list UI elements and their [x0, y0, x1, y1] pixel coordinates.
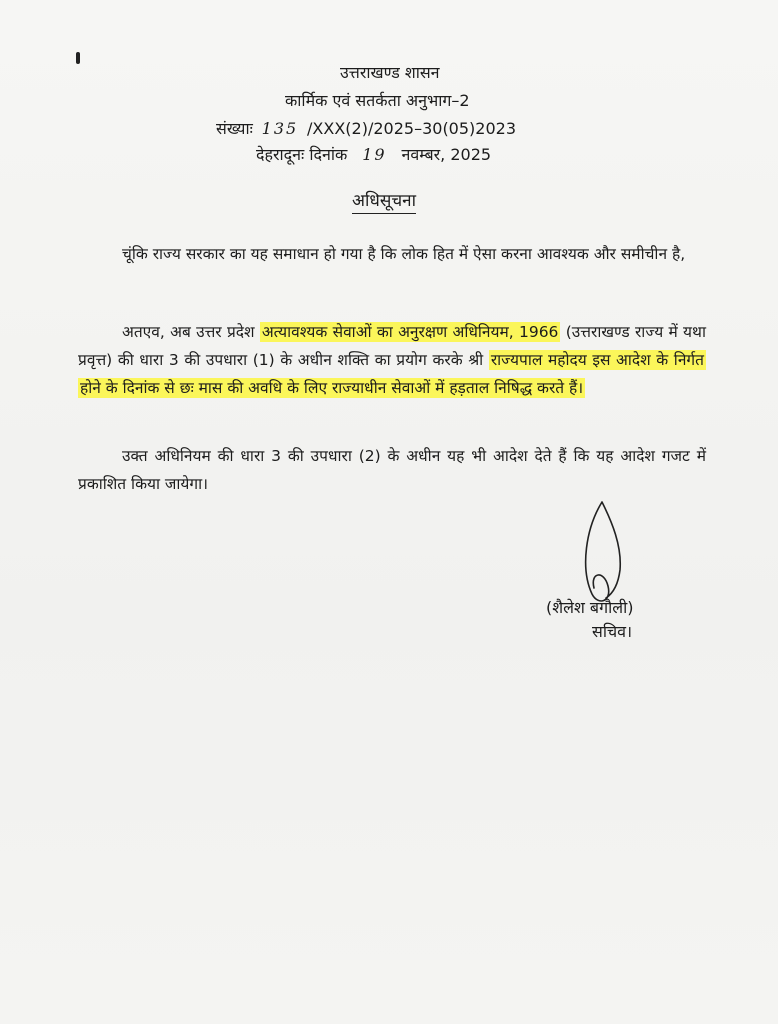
- signature-scribble: [572, 498, 642, 608]
- reference-handwritten: 135: [261, 119, 299, 138]
- signatory-designation: सचिव।: [592, 622, 633, 641]
- paragraph-2-text-b: (उत्तराखण्ड राज्य में यथा प्रवृत्त) की धारा 3 की उपधारा (1) के अधीन शक्ति का प्रयोग करके श्री: [78, 323, 706, 369]
- department-title: उत्तराखण्ड शासन: [340, 63, 440, 82]
- date-rest: नवम्बर, 2025: [401, 145, 492, 164]
- reference-rest: /XXX(2)/2025–30(05)2023: [307, 119, 516, 138]
- paragraph-3-text: उक्त अधिनियम की धारा 3 की उपधारा (2) के अधीन यह भी आदेश देते हैं कि यह आदेश गजट में प्रकाशित किया जायेगा।: [78, 447, 706, 493]
- paragraph-2-text-a: अतएव, अब उत्तर प्रदेश: [122, 323, 260, 341]
- signatory-name: (शैलेश बगौली): [546, 598, 634, 617]
- highlight-act-name: अत्यावश्यक सेवाओं का अनुरक्षण अधिनियम, 1966: [261, 323, 559, 341]
- paragraph-1-text: चूंकि राज्य सरकार का यह समाधान हो गया है कि लोक हित में ऐसा करना आवश्यक और समीचीन है,: [122, 245, 686, 263]
- date-label: देहरादूनः दिनांक: [256, 145, 348, 164]
- paragraph-2: [78, 318, 706, 402]
- reference-label: संख्याः: [216, 119, 253, 138]
- paragraph-1: [78, 240, 706, 268]
- notice-title: अधिसूचना: [352, 190, 416, 214]
- highlight-strike-ban: राज्यपाल महोदय इस आदेश के निर्गत होने के दिनांक से छः मास की अवधि के लिए राज्याधीन सेवाओं में हड़ताल निषिद्ध करते हैं।: [80, 351, 704, 397]
- reference-number: [216, 118, 516, 140]
- paragraph-3: [78, 442, 706, 498]
- date-handwritten: 19: [362, 145, 387, 164]
- ink-mark: [76, 52, 80, 64]
- section-title: कार्मिक एवं सतर्कता अनुभाग–2: [285, 91, 470, 110]
- date-line: [256, 144, 491, 166]
